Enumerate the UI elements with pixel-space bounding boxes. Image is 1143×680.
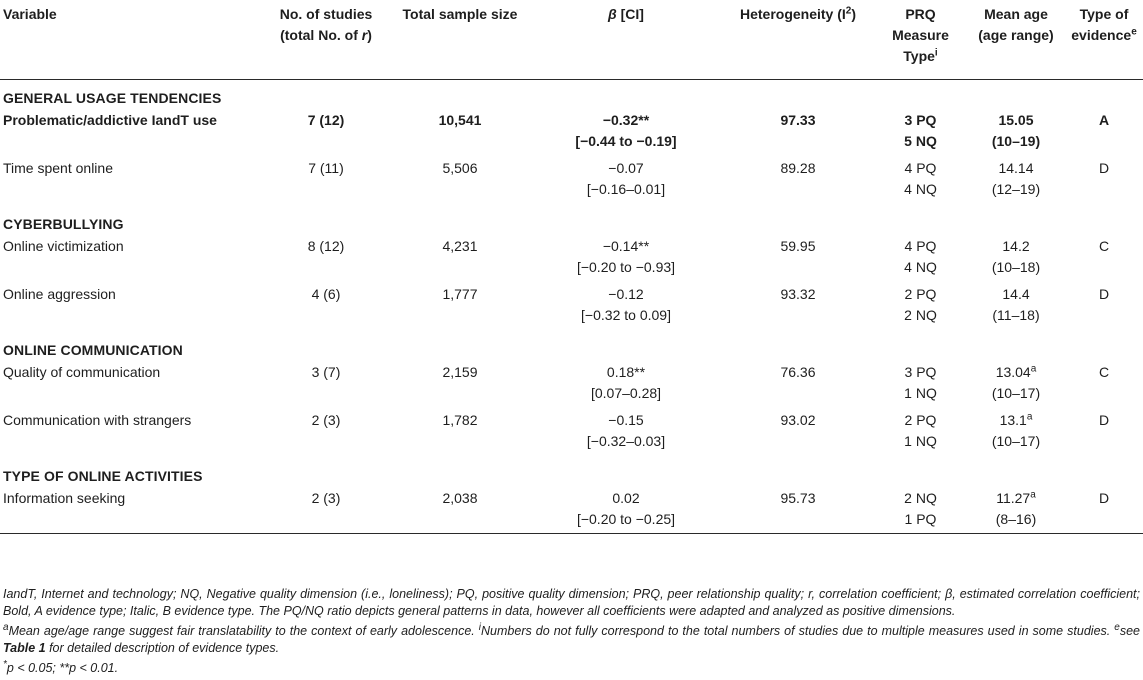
heterogeneity-cell: 93.32 (780, 286, 816, 302)
meta-analysis-table (0, 4, 1143, 534)
mean-age-line (970, 284, 1062, 305)
table-row (0, 410, 1143, 458)
sample-cell: 10,541 (438, 112, 482, 128)
table-body (0, 80, 1143, 534)
table-footnotes (3, 586, 1140, 680)
beta-cell (530, 284, 722, 332)
confidence-interval: [−0.32–0.03] (586, 433, 666, 449)
variable-cell: Problematic/addictive IandT use (3, 112, 217, 128)
variable-cell: Time spent online (3, 160, 113, 176)
prq-cell (874, 410, 967, 458)
footnote-evidence-note: for detailed description of evidence types. (45, 641, 280, 655)
header-beta (530, 4, 722, 80)
header-evidence-sup: e (1131, 26, 1137, 38)
section-title: GENERAL USAGE TENDENCIES (3, 90, 222, 106)
age-cell (967, 236, 1065, 284)
header-studies (262, 4, 390, 80)
footnote-markers (3, 623, 1140, 657)
header-beta-symbol: β (608, 6, 617, 22)
footnote-pvalues: p < 0.05; **p < 0.01. (6, 661, 119, 675)
evidence-cell: D (1098, 286, 1110, 302)
evidence-cell: D (1098, 412, 1110, 428)
studies-cell: 2 (3) (311, 412, 341, 428)
heterogeneity-cell: 59.95 (780, 238, 816, 254)
age-footnote-marker: a (1026, 411, 1033, 423)
header-heterogeneity (722, 4, 874, 80)
age-cell (967, 158, 1065, 206)
prq-cell (874, 362, 967, 410)
header-prq-sup: i (934, 47, 938, 59)
footnote-measure-note: Numbers do not fully correspond to the total numbers of studies due to multiple measures used in some studies. (481, 624, 1115, 638)
header-prq-line2: Measure (892, 27, 949, 43)
confidence-interval: [−0.44 to −0.19] (575, 133, 677, 149)
header-sample-line2: size (490, 6, 518, 22)
sample-cell: 1,782 (442, 412, 478, 428)
header-age-line3: range) (1010, 27, 1054, 43)
table-row (0, 236, 1143, 284)
prq-line-1: 2 PQ (904, 412, 937, 428)
mean-age-line (970, 158, 1062, 179)
mean-age-line (970, 488, 1062, 509)
age-range: (10–19) (991, 133, 1041, 149)
heterogeneity-cell: 93.02 (780, 412, 816, 428)
mean-age: 14.14 (998, 160, 1034, 176)
header-het-sup: 2 (845, 5, 852, 17)
evidence-cell: C (1098, 364, 1110, 380)
beta-cell (530, 236, 722, 284)
prq-line-1: 3 PQ (904, 364, 937, 380)
footnote-significance (3, 660, 1140, 677)
footnote-sup-e: e (1114, 621, 1120, 633)
heterogeneity-cell: 97.33 (780, 112, 816, 128)
evidence-cell: C (1098, 238, 1110, 254)
prq-line-2: 5 NQ (904, 133, 937, 149)
header-age (967, 4, 1065, 80)
age-cell (967, 488, 1065, 534)
header-studies-prefix: (total No. of (280, 27, 362, 43)
header-evidence-word: evidence (1071, 27, 1132, 43)
footnote-sup-a: a (3, 621, 9, 633)
header-prq-line1: PRQ (905, 6, 936, 22)
mean-age-line (970, 110, 1062, 131)
age-range: (11–18) (992, 307, 1040, 323)
age-range: (8–16) (995, 511, 1037, 527)
sample-cell: 4,231 (442, 238, 478, 254)
age-range: (10–17) (991, 433, 1041, 449)
table-row (0, 362, 1143, 410)
studies-cell: 7 (11) (308, 160, 344, 176)
variable-cell: Quality of communication (3, 364, 161, 380)
variable-cell: Online victimization (3, 238, 124, 254)
section-header-row (0, 458, 1143, 488)
beta-cell (530, 410, 722, 458)
prq-line-1: 2 PQ (904, 286, 937, 302)
mean-age: 13.1 (999, 412, 1027, 428)
header-variable-text: Variable (3, 6, 57, 22)
age-range: (10–18) (991, 259, 1041, 275)
header-age-line2: (age (978, 27, 1008, 43)
table-row (0, 110, 1143, 158)
header-prq-line3 (903, 48, 937, 64)
age-footnote-marker: a (1030, 363, 1037, 375)
age-range: (12–19) (991, 181, 1041, 197)
age-cell (967, 362, 1065, 410)
beta-value: 0.18** (606, 364, 646, 380)
table-row (0, 158, 1143, 206)
mean-age-line (970, 410, 1062, 431)
heterogeneity-cell: 95.73 (780, 490, 816, 506)
beta-cell (530, 110, 722, 158)
footnote-sup-i: i (478, 621, 482, 633)
beta-value: −0.14** (602, 238, 650, 254)
prq-cell (874, 236, 967, 284)
section-header-row (0, 206, 1143, 236)
header-het-close: ) (851, 6, 857, 22)
heterogeneity-cell: 89.28 (780, 160, 816, 176)
evidence-cell: D (1098, 490, 1110, 506)
confidence-interval: [−0.16–0.01] (586, 181, 666, 197)
prq-line-1: 2 NQ (904, 490, 937, 506)
section-title: CYBERBULLYING (3, 216, 124, 232)
footnote-star: * (3, 658, 7, 670)
studies-cell: 7 (12) (307, 112, 345, 128)
prq-line-2: 4 NQ (904, 181, 937, 197)
header-evidence (1065, 4, 1143, 80)
studies-cell: 3 (7) (311, 364, 341, 380)
mean-age-line (970, 236, 1062, 257)
header-sample-line1: Total sample (402, 6, 488, 22)
age-cell (967, 110, 1065, 158)
variable-cell: Online aggression (3, 286, 116, 302)
confidence-interval: [−0.20 to −0.93] (576, 259, 676, 275)
beta-value: 0.02 (612, 490, 640, 506)
studies-cell: 8 (12) (307, 238, 345, 254)
confidence-interval: [−0.20 to −0.25] (576, 511, 676, 527)
header-het-line2 (837, 6, 856, 22)
variable-cell: Information seeking (3, 490, 126, 506)
footnote-age-note: Mean age/age range suggest fair translatability to the context of early adolescence. (8, 624, 479, 638)
header-prq-type: Type (903, 48, 935, 64)
evidence-cell: D (1098, 160, 1110, 176)
mean-age: 11.27 (996, 490, 1031, 506)
age-footnote-marker: a (1030, 489, 1036, 501)
header-prq (874, 4, 967, 80)
footnote-abbreviations: IandT, Internet and technology; NQ, Negative quality dimension (i.e., loneliness); PQ, positive quality dimension; PRQ, peer relationship quality; r, correlation coefficient; β, estimated correlation coefficient; Bold, A evidence type; Italic, B evidence type. The PQ/NQ ratio depicts general patterns in data, however all coefficients were adapted and analyzed as positive dimensions. (3, 587, 1140, 618)
header-studies-r: r (361, 27, 368, 43)
age-cell (967, 410, 1065, 458)
prq-cell (874, 158, 967, 206)
table-1-link[interactable]: Table 1 (3, 641, 46, 655)
prq-line-1: 3 PQ (904, 112, 937, 128)
beta-cell (530, 158, 722, 206)
heterogeneity-cell: 76.36 (780, 364, 816, 380)
header-beta-ci: [CI] (620, 6, 644, 22)
studies-cell: 2 (3) (311, 490, 341, 506)
header-evidence-line2 (1071, 27, 1137, 43)
prq-cell (874, 110, 967, 158)
mean-age: 15.05 (998, 112, 1034, 128)
prq-cell (874, 488, 967, 534)
prq-line-2: 4 NQ (904, 259, 937, 275)
prq-line-2: 1 PQ (904, 511, 937, 527)
confidence-interval: [−0.32 to 0.09] (581, 307, 671, 323)
table-row (0, 284, 1143, 332)
table-header-row (0, 4, 1143, 80)
beta-value: −0.15 (608, 412, 644, 428)
header-studies-line1: No. of studies (279, 6, 373, 22)
sample-cell: 1,777 (442, 286, 478, 302)
header-het-line1: Heterogeneity (739, 6, 834, 22)
prq-line-1: 4 PQ (904, 160, 937, 176)
sample-cell: 2,159 (442, 364, 478, 380)
header-evidence-line1: Type of (1079, 6, 1129, 22)
header-variable (0, 4, 262, 80)
mean-age-line (970, 362, 1062, 383)
prq-line-1: 4 PQ (904, 238, 937, 254)
sample-cell: 2,038 (442, 490, 478, 506)
section-title: TYPE OF ONLINE ACTIVITIES (3, 468, 203, 484)
beta-value: −0.32** (602, 112, 650, 128)
table-row (0, 488, 1143, 534)
header-studies-close: ) (367, 27, 372, 43)
variable-cell: Communication with strangers (3, 412, 192, 428)
mean-age: 14.2 (1002, 238, 1030, 254)
header-age-line1: Mean age (984, 6, 1048, 22)
confidence-interval: [0.07–0.28] (590, 385, 662, 401)
studies-cell: 4 (6) (311, 286, 341, 302)
footnote-see: see (1119, 624, 1140, 638)
section-header-row (0, 332, 1143, 362)
sample-cell: 5,506 (442, 160, 478, 176)
prq-line-2: 1 NQ (904, 385, 937, 401)
beta-cell (530, 362, 722, 410)
evidence-cell: A (1098, 112, 1110, 128)
beta-cell (530, 488, 722, 534)
prq-cell (874, 284, 967, 332)
mean-age: 13.04 (995, 364, 1031, 380)
header-sample (390, 4, 530, 80)
age-range: (10–17) (991, 385, 1041, 401)
prq-line-2: 1 NQ (904, 433, 937, 449)
prq-line-2: 2 NQ (904, 307, 937, 323)
section-header-row (0, 80, 1143, 111)
beta-value: −0.07 (608, 160, 644, 176)
beta-value: −0.12 (608, 286, 644, 302)
header-het-open: (I (837, 6, 846, 22)
section-title: ONLINE COMMUNICATION (3, 342, 183, 358)
header-studies-line2 (280, 27, 372, 43)
mean-age: 14.4 (1002, 286, 1030, 302)
age-cell (967, 284, 1065, 332)
